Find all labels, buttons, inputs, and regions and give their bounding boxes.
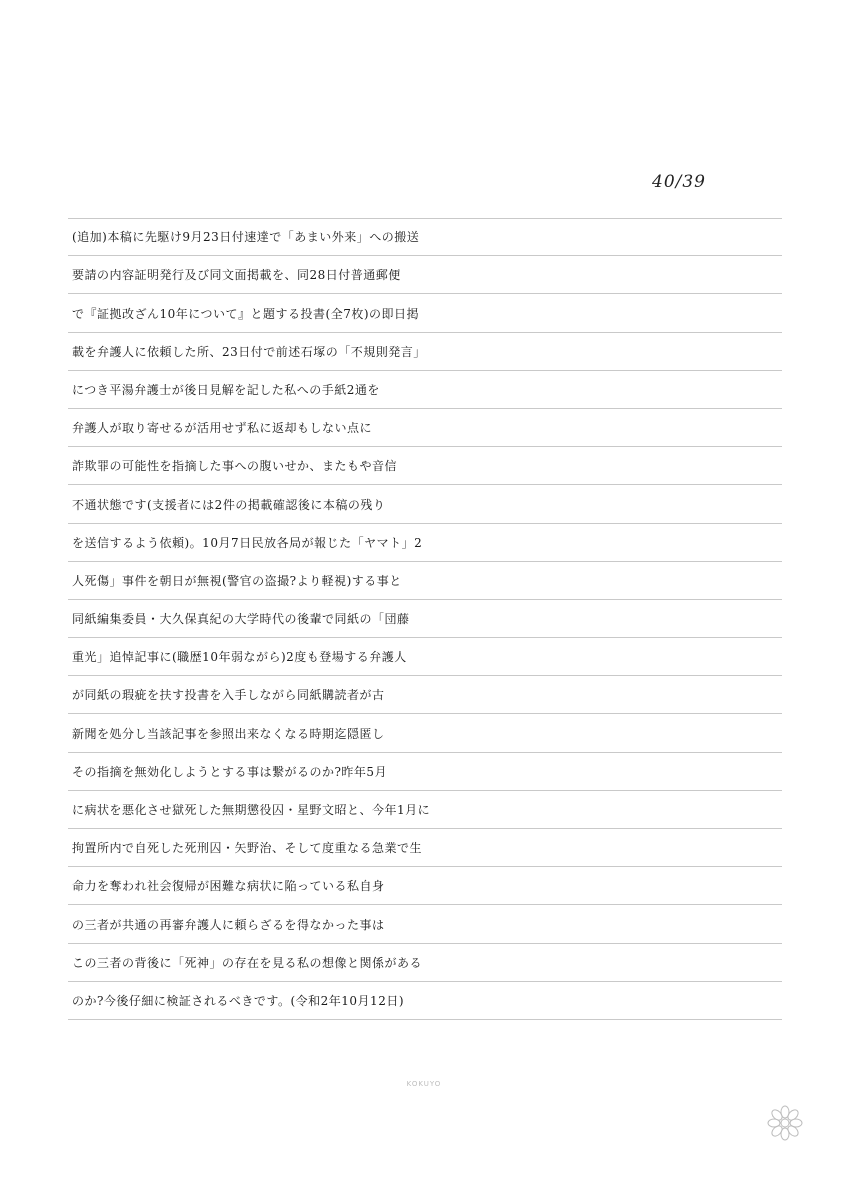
ruled-line [68,600,782,638]
handwritten-line-text: 新聞を処分し当該記事を参照出来なくなる時期迄隠匿し [72,726,385,741]
ruled-line [68,447,782,485]
handwritten-line-text: 同紙編集委員・大久保真紀の大学時代の後輩で同紙の「団藤 [72,612,410,627]
handwritten-line-text: につき平湯弁護士が後日見解を記した私への手紙2通を [72,382,380,397]
ruled-line [68,905,782,943]
handwritten-line-text: (追加)本稿に先駆け9月23日付速達で「あまい外来」への搬送 [72,230,420,245]
ruled-line [68,485,782,523]
handwritten-line-text: 拘置所内で自死した死刑囚・矢野治、そして度重なる急業で生 [72,841,423,856]
ruled-line [68,944,782,982]
ruled-line [68,714,782,752]
handwritten-line-text: 重光」追悼記事に(職歴10年弱ながら)2度も登場する弁護人 [72,650,407,665]
ruled-line [68,982,782,1020]
ruled-line [68,753,782,791]
ruled-line [68,638,782,676]
handwritten-line-text: 詐欺罪の可能性を指摘した事への腹いせか、またもや音信 [72,459,398,474]
handwritten-line-text: この三者の背後に「死神」の存在を見る私の想像と関係がある [72,955,423,970]
handwritten-line-text: 命力を奪われ社会復帰が困難な病状に陥っている私自身 [72,879,385,894]
handwritten-line-text: 弁護人が取り寄せるが活用せず私に返却もしない点に [72,421,373,436]
handwritten-line-text: 人死傷」事件を朝日が無視(警官の盗撮?より軽視)する事と [72,573,402,588]
page-number: 40/39 [652,172,706,192]
ruled-line [68,294,782,332]
handwritten-line-text: に病状を悪化させ獄死した無期懲役囚・星野文昭と、今年1月に [72,803,431,817]
ruled-line [68,256,782,294]
handwritten-line-text: が同紙の瑕疵を扶す投書を入手しながら同紙購読者が古 [72,688,385,703]
handwritten-line-text: 要請の内容証明発行及び同文面掲載を、同28日付普通郵便 [72,268,401,283]
ruled-line [68,562,782,600]
ruled-line [68,524,782,562]
ruled-line [68,371,782,409]
handwritten-line-text: を送信するよう依頼)。10月7日民放各局が報じた「ヤマト」2 [72,535,423,550]
handwritten-line-text: で『証拠改ざん10年について』と題する投書(全7枚)の即日掲 [72,306,420,321]
handwritten-line-text: その指摘を無効化しようとする事は繋がるのか?昨年5月 [72,764,388,779]
handwritten-line-text: のか?今後仔細に検証されるべきです。(令和2年10月12日) [72,993,405,1008]
ruled-line [68,409,782,447]
ruled-line [68,218,782,256]
ruled-line [68,829,782,867]
ruled-line [68,867,782,905]
handwritten-text-block [68,218,782,1020]
ruled-line [68,676,782,714]
ruled-line [68,333,782,371]
handwritten-line-text: の三者が共通の再審弁護人に頼らざるを得なかった事は [72,917,385,932]
notebook-brand-mark: KOKUYO [406,1080,442,1088]
flower-emblem-icon [765,1103,805,1143]
handwritten-line-text: 載を弁護人に依頼した所、23日付で前述石塚の「不規則発言」 [72,344,426,359]
handwritten-line-text: 不通状態です(支援者には2件の掲載確認後に本稿の残り [72,497,386,512]
ruled-line [68,791,782,829]
